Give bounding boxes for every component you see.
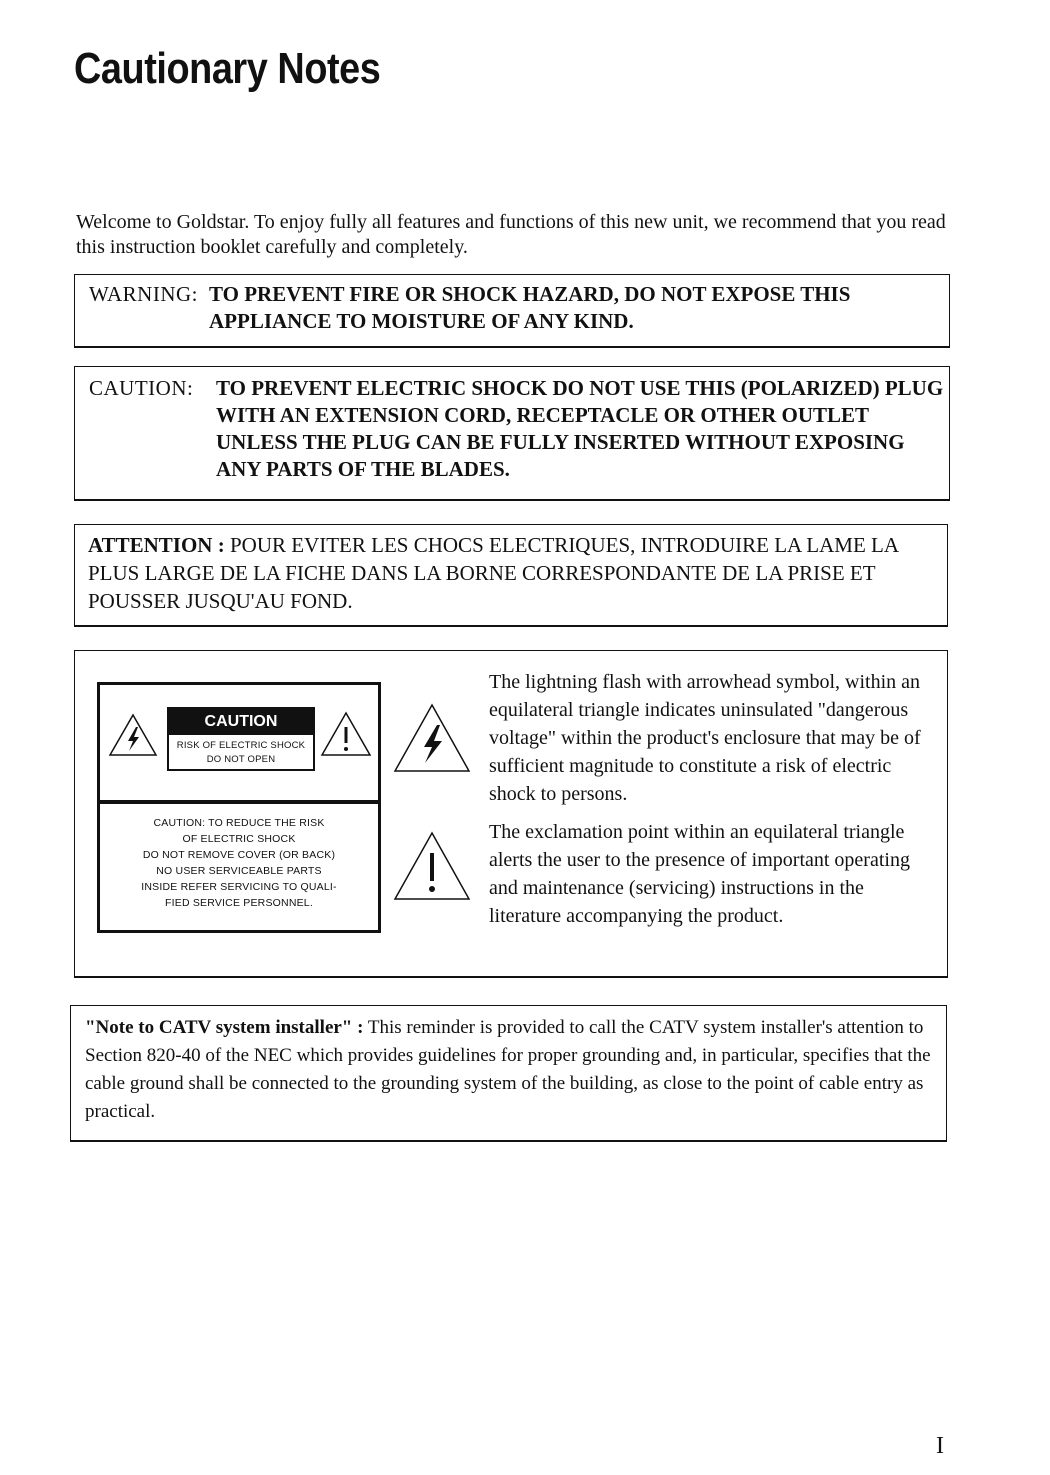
catv-text: This reminder is provided to call the CATV system installer's attention to Section 820-40 of the NEC which provides guidelines for proper grounding and, in particular, specifies that the cable ground shall be connected to the grounding system of the building, as close to the point of cable entry as practical. bbox=[85, 1017, 931, 1122]
attention-text: POUR EVITER LES CHOCS ELECTRIQUES, INTRODUIRE LA LAME LA PLUS LARGE DE LA FICHE DANS LA BORNE CORRESPONDANTE DE LA PRISE ET POUSSER JUSQU'AU FOND. bbox=[88, 533, 898, 613]
label-body-line: DO NOT REMOVE COVER (OR BACK) bbox=[142, 849, 336, 861]
attention-paragraph bbox=[88, 531, 938, 615]
lightning-triangle-icon bbox=[108, 713, 158, 757]
warning-label: WARNING: bbox=[89, 282, 198, 306]
label-body-line: OF ELECTRIC SHOCK bbox=[182, 833, 296, 845]
page-number: I bbox=[936, 1433, 944, 1459]
label-divider bbox=[100, 800, 378, 804]
risk-line-1: RISK OF ELECTRIC SHOCK bbox=[176, 740, 306, 751]
caution-box bbox=[74, 366, 950, 501]
label-body-line: NO USER SERVICEABLE PARTS bbox=[156, 865, 322, 877]
caution-label-top bbox=[100, 685, 378, 800]
caution-banner: CAUTION bbox=[169, 709, 313, 735]
attention-label: ATTENTION : bbox=[88, 533, 225, 557]
catv-paragraph bbox=[85, 1014, 935, 1126]
lightning-description: The lightning flash with arrowhead symbol, within an equilateral triangle indicates uninsulated "dangerous voltage" within the product's enclosure that may be of sufficient magnitude to constitute a risk of electric shock to persons. bbox=[489, 671, 921, 805]
catv-note-box bbox=[70, 1005, 947, 1142]
attention-box bbox=[74, 524, 948, 627]
warning-text: TO PREVENT FIRE OR SHOCK HAZARD, DO NOT EXPOSE THIS APPLIANCE TO MOISTURE OF ANY KIND. bbox=[209, 282, 851, 333]
label-body-line: CAUTION: TO REDUCE THE RISK bbox=[153, 817, 325, 829]
lightning-triangle-icon bbox=[393, 703, 471, 773]
catv-label: "Note to CATV system installer" : bbox=[85, 1017, 364, 1038]
label-body-line: INSIDE REFER SERVICING TO QUALI- bbox=[141, 881, 337, 893]
caution-label-graphic bbox=[97, 682, 381, 933]
label-body-line: FIED SERVICE PERSONNEL. bbox=[165, 897, 313, 909]
symbol-explanation-box bbox=[74, 650, 948, 978]
caution-label: CAUTION: bbox=[89, 376, 194, 400]
risk-line-2: DO NOT OPEN bbox=[206, 754, 276, 765]
warning-box bbox=[74, 274, 950, 348]
page-title: Cautionary Notes bbox=[74, 44, 381, 93]
exclamation-triangle-icon bbox=[393, 831, 471, 901]
caution-text: TO PREVENT ELECTRIC SHOCK DO NOT USE THIS (POLARIZED) PLUG WITH AN EXTENSION CORD, RECEPTACLE OR OTHER OUTLET UNLESS THE PLUG CAN BE FULLY INSERTED WITHOUT EXPOSING ANY PARTS OF THE BLADES. bbox=[216, 376, 944, 481]
caution-label-center bbox=[167, 707, 315, 771]
exclamation-description: The exclamation point within an equilateral triangle alerts the user to the presence of important operating and maintenance (servicing) instructions in the literature accompanying the product. bbox=[489, 821, 910, 927]
exclamation-triangle-icon bbox=[320, 711, 372, 757]
caution-label-body bbox=[106, 815, 372, 911]
intro-paragraph: Welcome to Goldstar. To enjoy fully all features and functions of this new unit, we recommend that you read this instruction booklet carefully and completely. bbox=[76, 211, 946, 258]
